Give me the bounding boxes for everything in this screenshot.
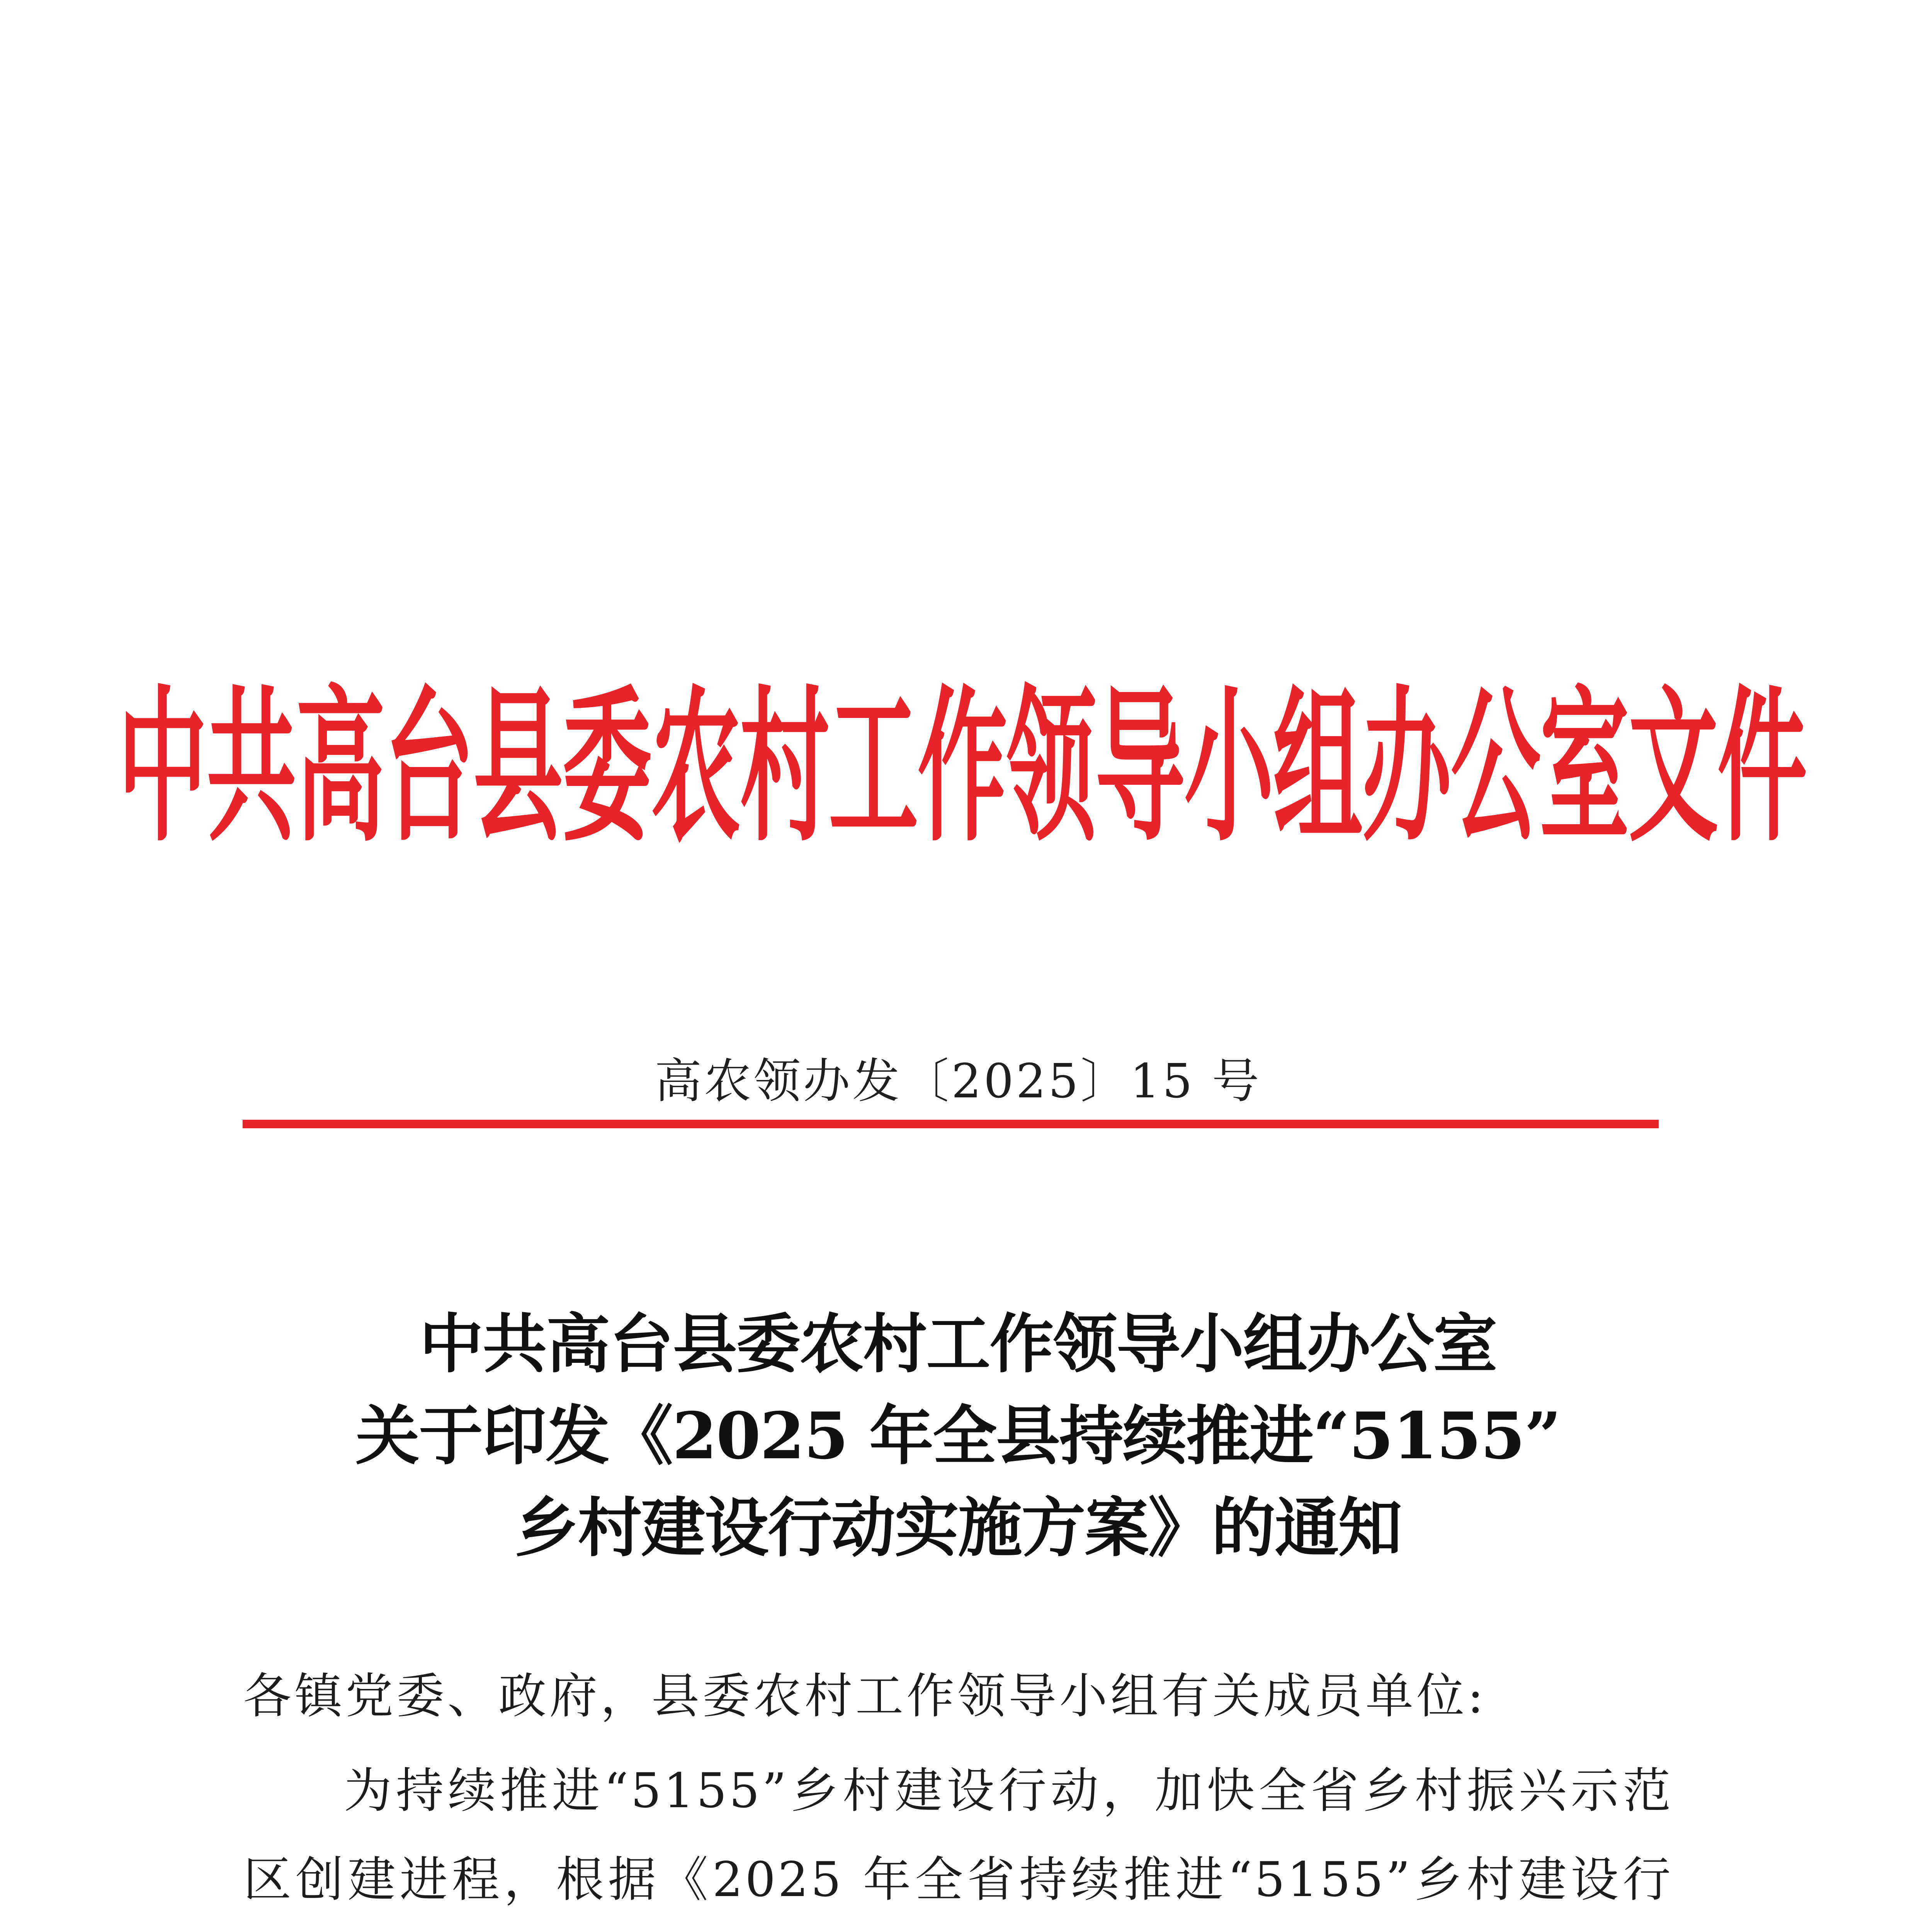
masthead [118, 639, 1807, 867]
masthead-title: 中共高台县委农村工作领导小组办公室文件 [118, 671, 1807, 864]
body-line: 区创建进程，根据《2025 年全省持续推进“5155”乡村建设行 [243, 1852, 1673, 1908]
salutation: 各镇党委、政府，县委农村工作领导小组有关成员单位: [243, 1668, 1487, 1724]
body-text [243, 1747, 1673, 1932]
body-line [243, 1924, 1673, 1932]
notice-title [0, 1298, 1916, 1574]
body-line: 为持续推进“5155”乡村建设行动，加快全省乡村振兴示范 [344, 1763, 1673, 1819]
notice-title-line-3: 乡村建设行动实施方案》的通知 [514, 1490, 1402, 1566]
red-divider-rule [243, 1120, 1659, 1128]
document-number: 高农领办发〔2025〕15 号 [655, 1054, 1261, 1109]
notice-title-line-1: 中共高台县委农村工作领导小组办公室 [419, 1306, 1497, 1382]
notice-title-line-2: 关于印发《2025 年全县持续推进“5155” [355, 1398, 1561, 1474]
